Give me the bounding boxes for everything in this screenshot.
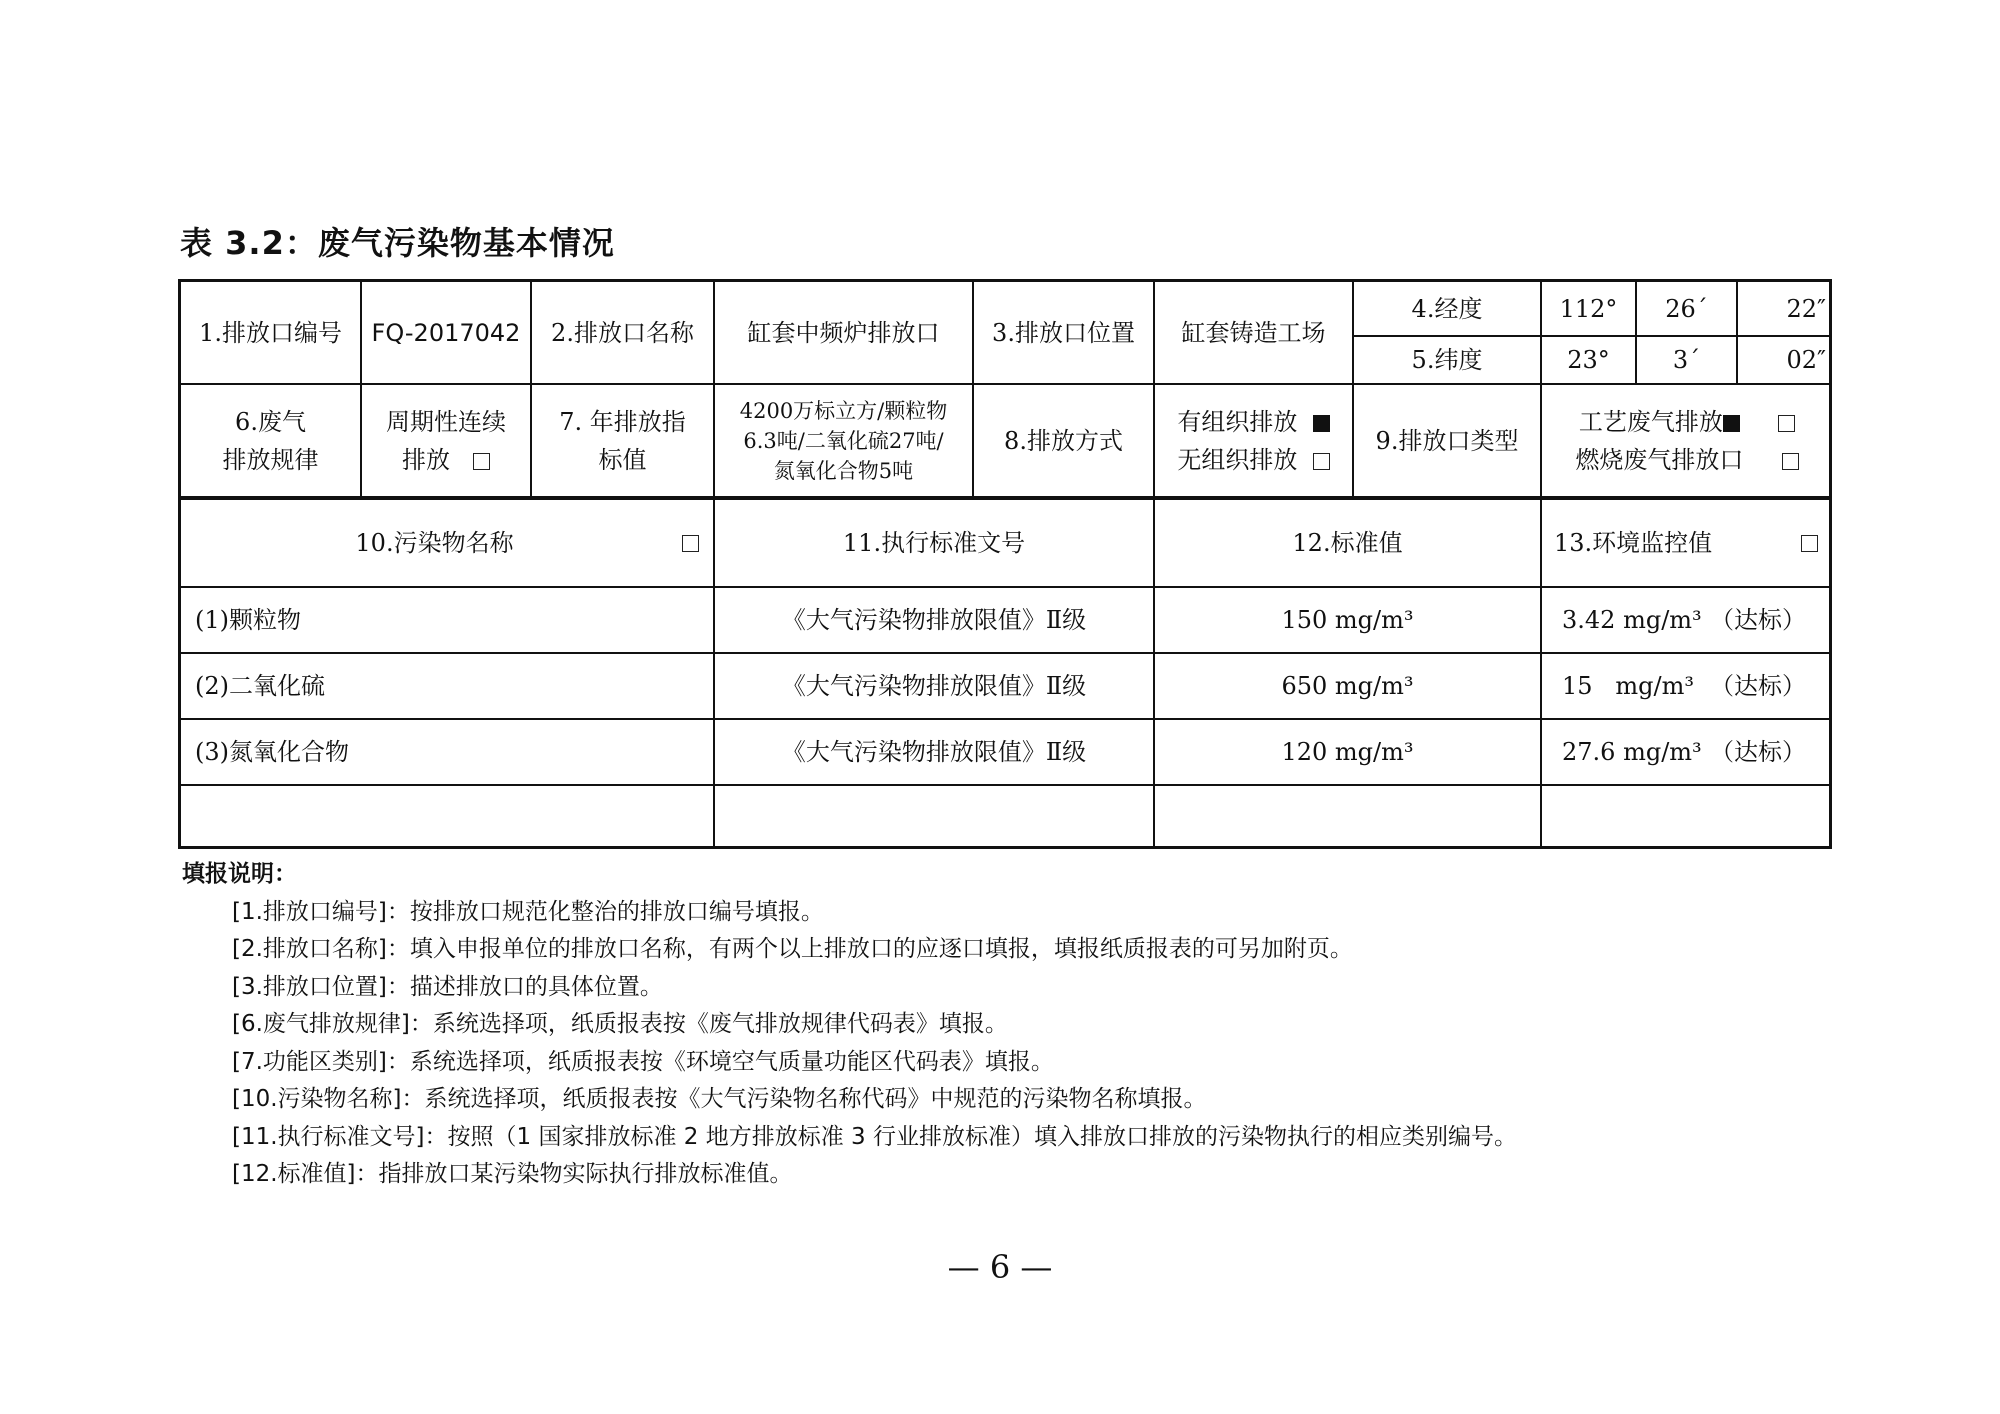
outlet-name-value: 缸套中频炉排放口 [715, 282, 974, 385]
emission-method-options [1155, 385, 1354, 498]
annual-limit-label [532, 385, 715, 498]
header-pollutant-label: 10.污染物名称 [355, 529, 514, 557]
combustion-checkbox[interactable] [1782, 453, 1799, 470]
note-item: [7.功能区类别]：系统选择项，纸质报表按《环境空气质量功能区代码表》填报。 [232, 1048, 1054, 1075]
pollutant-checkbox[interactable] [682, 535, 699, 552]
annual-limit-label-line2: 标值 [598, 445, 647, 474]
outlet-type-options [1542, 385, 1832, 498]
type-option-combustion-label: 燃烧废气排放口 [1575, 445, 1744, 474]
pollutant-status-2: （达标） [1710, 672, 1806, 700]
latitude-degrees: 23° [1542, 337, 1637, 385]
pollutant-monitor-value-1: 3.42 mg/m³ [1562, 606, 1702, 634]
emission-pattern-label-line2: 排放规律 [222, 445, 319, 474]
method-option-organized-label: 有组织排放 [1177, 407, 1298, 436]
method-option-unorganized-label: 无组织排放 [1177, 445, 1298, 474]
outlet-type-label: 9.排放口类型 [1354, 385, 1542, 498]
note-item: [12.标准值]：指排放口某污染物实际执行排放标准值。 [232, 1161, 793, 1187]
empty-cell-2 [715, 786, 1155, 846]
type-option-combustion [1575, 441, 1798, 479]
type-option-process [1579, 403, 1795, 441]
page-number: — 6 — [947, 1248, 1053, 1286]
emission-pattern-text: 排放 [402, 445, 451, 474]
outlet-no-value: FQ-2017042 [362, 282, 532, 385]
pollutant-limit-2: 650 mg/m³ [1155, 654, 1542, 720]
type-option-process-label: 工艺废气排放 [1578, 407, 1723, 436]
latitude-label: 5.纬度 [1354, 337, 1542, 385]
pollutant-standard-2: 《大气污染物排放限值》Ⅱ级 [715, 654, 1155, 720]
pollutant-monitor-value-3: 27.6 mg/m³ [1562, 738, 1702, 766]
pollutant-name-3: (3)氮氧化合物 [181, 720, 715, 786]
longitude-degrees: 112° [1542, 282, 1637, 337]
emission-pattern-line1: 周期性连续 [386, 407, 506, 436]
header-standard-no: 11.执行标准文号 [715, 498, 1155, 588]
empty-cell-1 [181, 786, 715, 846]
pollutant-monitor-3 [1542, 720, 1832, 786]
empty-cell-4 [1542, 786, 1832, 846]
longitude-seconds: 22″ [1738, 282, 1832, 337]
latitude-minutes: 3´ [1637, 337, 1738, 385]
empty-cell-3 [1155, 786, 1542, 846]
pollutant-limit-1: 150 mg/m³ [1155, 588, 1542, 654]
longitude-minutes: 26´ [1637, 282, 1738, 337]
pollutant-standard-1: 《大气污染物排放限值》Ⅱ级 [715, 588, 1155, 654]
annual-limit-line2: 6.3吨/二氧化硫27吨/ [743, 428, 944, 453]
outlet-name-label: 2.排放口名称 [532, 282, 715, 385]
process-checkbox[interactable] [1723, 415, 1740, 432]
annual-limit-label-line1: 7. 年排放指 [559, 407, 686, 436]
method-option-organized [1177, 403, 1329, 441]
pollutant-status-3: （达标） [1710, 738, 1806, 766]
pollutant-monitor-1 [1542, 588, 1832, 654]
header-pollutant [181, 498, 715, 588]
header-monitor-value [1542, 498, 1832, 588]
annual-limit-value [715, 385, 974, 498]
process-extra-checkbox[interactable] [1778, 415, 1795, 432]
pollutant-name-1: (1)颗粒物 [181, 588, 715, 654]
note-item: [11.执行标准文号]：按照（1 国家排放标准 2 地方排放标准 3 行业排放标准）填入排放口排放的污染物执行的相应类别编号。 [232, 1123, 1517, 1150]
emission-pattern-label [181, 385, 362, 498]
note-item: [6.废气排放规律]：系统选择项，纸质报表按《废气排放规律代码表》填报。 [232, 1011, 1008, 1037]
pollutant-monitor-value-2: 15 mg/m³ [1562, 672, 1695, 700]
outlet-no-label: 1.排放口编号 [181, 282, 362, 385]
method-option-unorganized [1177, 441, 1329, 479]
note-item: [2.排放口名称]：填入申报单位的排放口名称，有两个以上排放口的应逐口填报，填报纸质报表的可另加附页。 [232, 936, 1353, 962]
emission-pattern-line2 [402, 441, 490, 479]
pollutant-name-2: (2)二氧化硫 [181, 654, 715, 720]
annual-limit-line3: 氮氧化合物5吨 [773, 458, 914, 483]
pollutant-monitor-2 [1542, 654, 1832, 720]
unorganized-checkbox[interactable] [1313, 453, 1330, 470]
pollutant-standard-3: 《大气污染物排放限值》Ⅱ级 [715, 720, 1155, 786]
note-item: [1.排放口编号]：按排放口规范化整治的排放口编号填报。 [232, 898, 824, 925]
periodic-checkbox[interactable] [473, 453, 490, 470]
pollutant-table [178, 279, 1832, 849]
table-title: 表 3.2：废气污染物基本情况 [180, 224, 615, 262]
organized-checkbox[interactable] [1313, 415, 1330, 432]
header-standard-value: 12.标准值 [1155, 498, 1542, 588]
pollutant-status-1: （达标） [1710, 606, 1806, 634]
annual-limit-line1: 4200万标立方/颗粒物 [739, 398, 948, 423]
notes-heading: 填报说明： [182, 861, 297, 887]
note-item: [3.排放口位置]：描述排放口的具体位置。 [232, 973, 663, 1000]
emission-pattern-value [362, 385, 532, 498]
filling-instructions [182, 856, 1517, 1194]
emission-pattern-label-line1: 6.废气 [235, 407, 306, 436]
location-label: 3.排放口位置 [974, 282, 1155, 385]
note-item: [10.污染物名称]：系统选择项，纸质报表按《大气污染物名称代码》中规范的污染物名称填报。 [232, 1086, 1207, 1112]
emission-method-label: 8.排放方式 [974, 385, 1155, 498]
latitude-seconds: 02″ [1738, 337, 1832, 385]
header-monitor-label: 13.环境监控值 [1554, 529, 1713, 557]
location-value: 缸套铸造工场 [1155, 282, 1354, 385]
pollutant-limit-3: 120 mg/m³ [1155, 720, 1542, 786]
longitude-label: 4.经度 [1354, 282, 1542, 337]
monitor-checkbox[interactable] [1801, 535, 1818, 552]
